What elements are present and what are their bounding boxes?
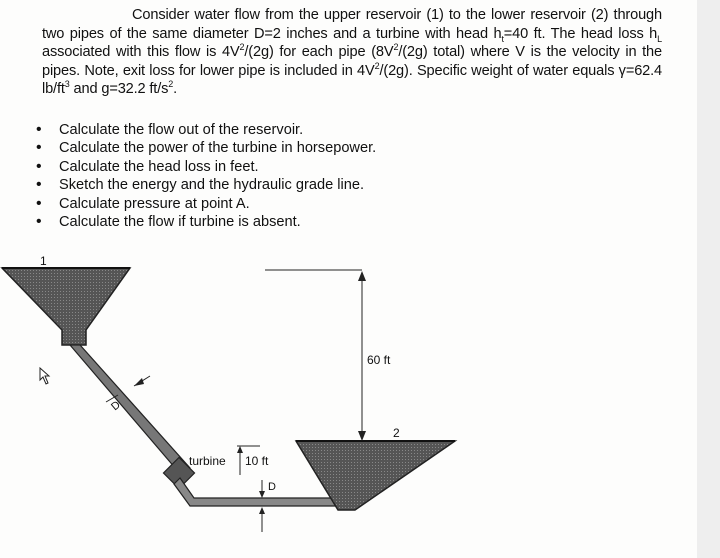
- bullet-icon: •: [36, 139, 42, 157]
- bullet-icon: •: [36, 121, 42, 138]
- turbine-head-label: 10 ft: [245, 454, 269, 468]
- arrow-down-icon: [358, 431, 366, 441]
- arrow-down-icon: [259, 491, 265, 498]
- upper-pipe: [70, 345, 190, 476]
- arrow-up-icon: [259, 507, 265, 514]
- diameter-label-upper: D: [109, 398, 123, 414]
- bullet-icon: •: [36, 176, 42, 194]
- task-item: • Calculate the head loss in feet.: [36, 157, 259, 175]
- arrow-up-icon: [358, 271, 366, 281]
- task-item: • Calculate pressure at point A.: [36, 194, 250, 212]
- task-item: • Calculate the flow out of the reservoir.: [36, 121, 304, 138]
- reservoir-1-label: 1: [40, 254, 47, 268]
- diameter-label-lower: D: [268, 481, 276, 493]
- task-item: • Calculate the power of the turbine in horsepower.: [36, 139, 377, 157]
- bullet-icon: •: [36, 157, 42, 175]
- reservoir-2-label: 2: [393, 426, 400, 440]
- arrow-up-icon: [237, 446, 243, 453]
- bullet-icon: •: [36, 194, 42, 212]
- upper-reservoir: [2, 268, 130, 345]
- cursor-icon: [40, 368, 49, 384]
- task-item: • Sketch the energy and the hydraulic grade line.: [36, 176, 365, 194]
- turbine-label: turbine: [189, 454, 226, 468]
- bullet-icon: •: [36, 213, 42, 231]
- task-item: • Calculate the flow if turbine is absent.: [36, 213, 301, 231]
- arrow-head-icon: [134, 378, 144, 386]
- elevation-label: 60 ft: [367, 353, 391, 367]
- problem-statement: Consider water flow from the upper reservoir (1) to the lower reservoir (2) through two pipes of the same diameter D=2 inches and a turbine with head $h_t=40$ ft. The head loss $h_L$ associated with this flow is $4V^2/(2g)$ for each pipe ($8V^2/(2g)$ total) where V is the velocity in the pipes. Note, exit loss for lower pipe is included in $4V^2/(2g)$. Specific weight of water equals γ=62.4 $lb/ft^3$ and g=32.2 $ft/s^2$.: [42, 7, 663, 97]
